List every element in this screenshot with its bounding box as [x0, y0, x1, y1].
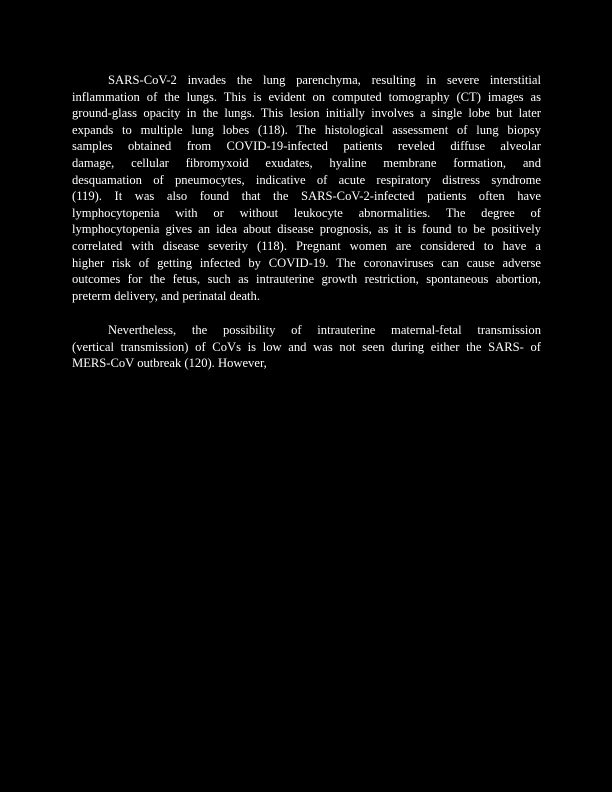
text-line: correlated with disease severity (118). Pregnant women are considered to have a: [72, 238, 541, 253]
text-line: (vertical transmission) of CoVs is low and was not seen during either the SARS- of: [72, 339, 541, 354]
text-line: expands to multiple lung lobes (118). The histological assessment of lung biopsy: [72, 122, 541, 137]
paragraph-lung-pathology: [72, 72, 541, 304]
text-line: inflammation of the lungs. This is evident on computed tomography (CT) images as: [72, 89, 541, 104]
text-line: damage, cellular fibromyxoid exudates, hyaline membrane formation, and: [72, 155, 541, 170]
text-line: Nevertheless, the possibility of intrauterine maternal-fetal transmission: [108, 323, 541, 337]
paragraph-vertical-transmission: [72, 322, 541, 372]
text-line: outcomes for the fetus, such as intrauterine growth restriction, spontaneous abortion,: [72, 272, 541, 287]
text-line: lymphocytopenia gives an idea about disease prognosis, as it is found to be positively: [72, 222, 541, 237]
text-line: samples obtained from COVID-19-infected patients reveled diffuse alveolar: [72, 139, 541, 154]
text-line: SARS-CoV-2 invades the lung parenchyma, resulting in severe interstitial: [108, 73, 541, 87]
text-line: ground-glass opacity in the lungs. This lesion initially involves a single lobe but later: [72, 106, 541, 121]
text-line: higher risk of getting infected by COVID-19. The coronaviruses can cause adverse: [72, 255, 541, 270]
text-line: lymphocytopenia with or without leukocyte abnormalities. The degree of: [72, 205, 541, 220]
text-line: desquamation of pneumocytes, indicative of acute respiratory distress syndrome: [72, 172, 541, 187]
text-line: (119). It was also found that the SARS-CoV-2-infected patients often have: [72, 189, 541, 204]
text-line: preterm delivery, and perinatal death.: [72, 288, 261, 303]
text-line: MERS-CoV outbreak (120). However,: [72, 356, 267, 371]
